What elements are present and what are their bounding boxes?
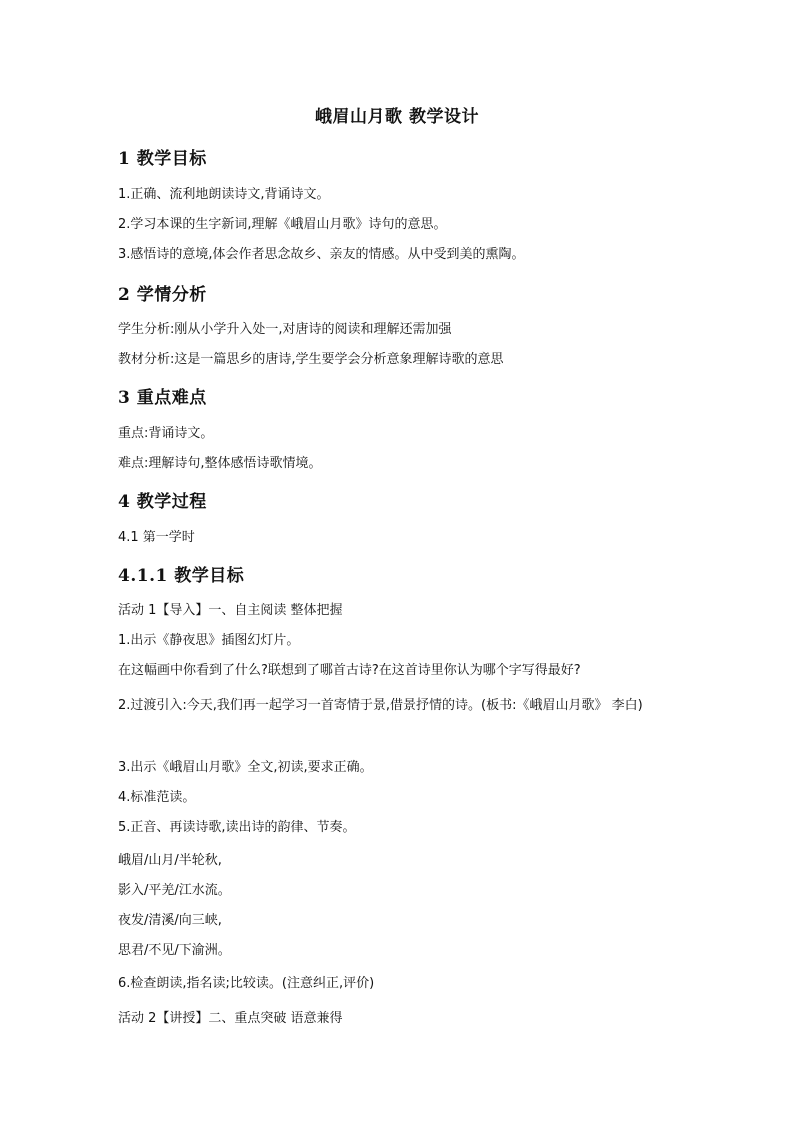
section-heading-goals: 1 教学目标 (118, 149, 207, 169)
activity-2-label: 活动 2【讲授】二、重点突破 语意兼得 (118, 1011, 343, 1026)
step-3: 3.出示《峨眉山月歌》全文,初读,要求正确。 (118, 760, 373, 775)
subsection-heading-goals: 4.1.1 教学目标 (118, 566, 245, 586)
step-6: 6.检查朗读,指名读;比较读。(注意纠正,评价) (118, 976, 375, 991)
analysis-item-student: 学生分析:刚从小学升入处一,对唐诗的阅读和理解还需加强 (118, 322, 452, 337)
section-heading-process: 4 教学过程 (118, 492, 207, 512)
poem-line-1: 峨眉/山月/半轮秋, (118, 853, 222, 868)
poem-line-2: 影入/平羌/江水流。 (118, 883, 231, 898)
keypoint-item-difficulty: 难点:理解诗句,整体感悟诗歌情境。 (118, 456, 322, 471)
poem-line-4: 思君/不见/下渝洲。 (118, 943, 231, 958)
goal-item-3: 3.感悟诗的意境,体会作者思念故乡、亲友的情感。从中受到美的熏陶。 (118, 247, 525, 262)
step-1-question: 在这幅画中你看到了什么?联想到了哪首古诗?在这首诗里你认为哪个字写得最好? (118, 663, 581, 678)
step-1: 1.出示《静夜思》插图幻灯片。 (118, 633, 300, 648)
goal-item-1: 1.正确、流利地朗读诗文,背诵诗文。 (118, 187, 330, 202)
section-heading-analysis: 2 学情分析 (118, 285, 207, 305)
analysis-item-material: 教材分析:这是一篇思乡的唐诗,学生要学会分析意象理解诗歌的意思 (118, 352, 504, 367)
poem-line-3: 夜发/清溪/向三峡, (118, 913, 222, 928)
document-title: 峨眉山月歌 教学设计 (315, 107, 479, 127)
step-2: 2.过渡引入:今天,我们再一起学习一首寄情于景,借景抒情的诗。(板书:《峨眉山月歌》 李白) (118, 698, 643, 713)
lesson-label: 4.1 第一学时 (118, 530, 195, 545)
activity-1-label: 活动 1【导入】一、自主阅读 整体把握 (118, 603, 343, 618)
goal-item-2: 2.学习本课的生字新词,理解《峨眉山月歌》诗句的意思。 (118, 217, 447, 232)
step-4: 4.标准范读。 (118, 790, 196, 805)
step-5: 5.正音、再读诗歌,读出诗的韵律、节奏。 (118, 820, 356, 835)
section-heading-keypoints: 3 重点难点 (118, 388, 207, 408)
keypoint-item-focus: 重点:背诵诗文。 (118, 426, 214, 441)
